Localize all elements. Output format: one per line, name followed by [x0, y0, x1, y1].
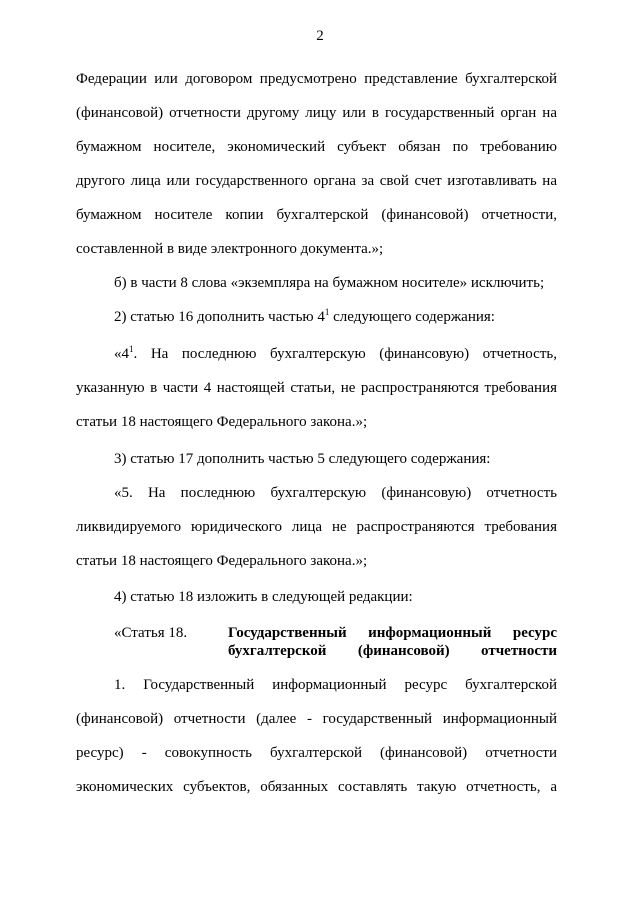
item-2-text: 2) статью 16 дополнить частью 4 — [114, 309, 325, 325]
article-title-line: бухгалтерской (финансовой) отчетности — [228, 643, 557, 659]
quote-5-line: ликвидируемого юридического лица не распространяются требования — [76, 519, 557, 535]
superscript: 1 — [129, 344, 134, 354]
quote-5-line: статьи 18 настоящего Федерального закона.»; — [76, 553, 368, 569]
article-paragraph-line: экономических субъектов, обязанных составлять такую отчетность, а — [76, 779, 557, 795]
article-paragraph-line: (финансовой) отчетности (далее - государственный информационный — [76, 711, 557, 727]
quote-4-1-line — [114, 345, 557, 363]
article-title-line: Государственный информационный ресурс — [228, 625, 557, 641]
amendment-item-2 — [114, 308, 557, 326]
article-paragraph-line: 1. Государственный информационный ресурс бухгалтерской — [114, 677, 557, 693]
quote-4-1-line: статьи 18 настоящего Федерального закона.»; — [76, 414, 368, 430]
item-2-rest: следующего содержания: — [329, 309, 495, 325]
article-paragraph-line: ресурс) - совокупность бухгалтерской (финансовой) отчетности — [76, 745, 557, 761]
superscript: 1 — [324, 307, 330, 317]
quote-4-1-prefix: «4 — [114, 346, 129, 362]
amendment-item-b: б) в части 8 слова «экземпляра на бумажном носителе» исключить; — [114, 275, 545, 291]
article-title — [228, 624, 557, 660]
paragraph-line: (финансовой) отчетности другому лицу или в государственный орган на — [76, 105, 557, 121]
paragraph-line: бумажном носителе, экономический субъект обязан по требованию — [76, 139, 557, 155]
paragraph-line: Федерации или договором предусмотрено представление бухгалтерской — [76, 71, 557, 87]
article-label: «Статья 18. — [114, 625, 188, 641]
amendment-item-4: 4) статью 18 изложить в следующей редакции: — [114, 589, 413, 605]
quote-4-1-rest: . На последнюю бухгалтерскую (финансовую) отчетность, — [133, 346, 557, 362]
paragraph-line: составленной в виде электронного документа.»; — [76, 241, 384, 257]
quote-5-line: «5. На последнюю бухгалтерскую (финансовую) отчетность — [114, 485, 557, 501]
amendment-item-3: 3) статью 17 дополнить частью 5 следующего содержания: — [114, 451, 491, 467]
paragraph-line: другого лица или государственного органа за свой счет изготавливать на — [76, 173, 557, 189]
page-number: 2 — [316, 28, 324, 44]
quote-4-1-line: указанную в части 4 настоящей статьи, не распространяются требования — [76, 380, 557, 396]
paragraph-line: бумажном носителе копии бухгалтерской (финансовой) отчетности, — [76, 207, 557, 223]
